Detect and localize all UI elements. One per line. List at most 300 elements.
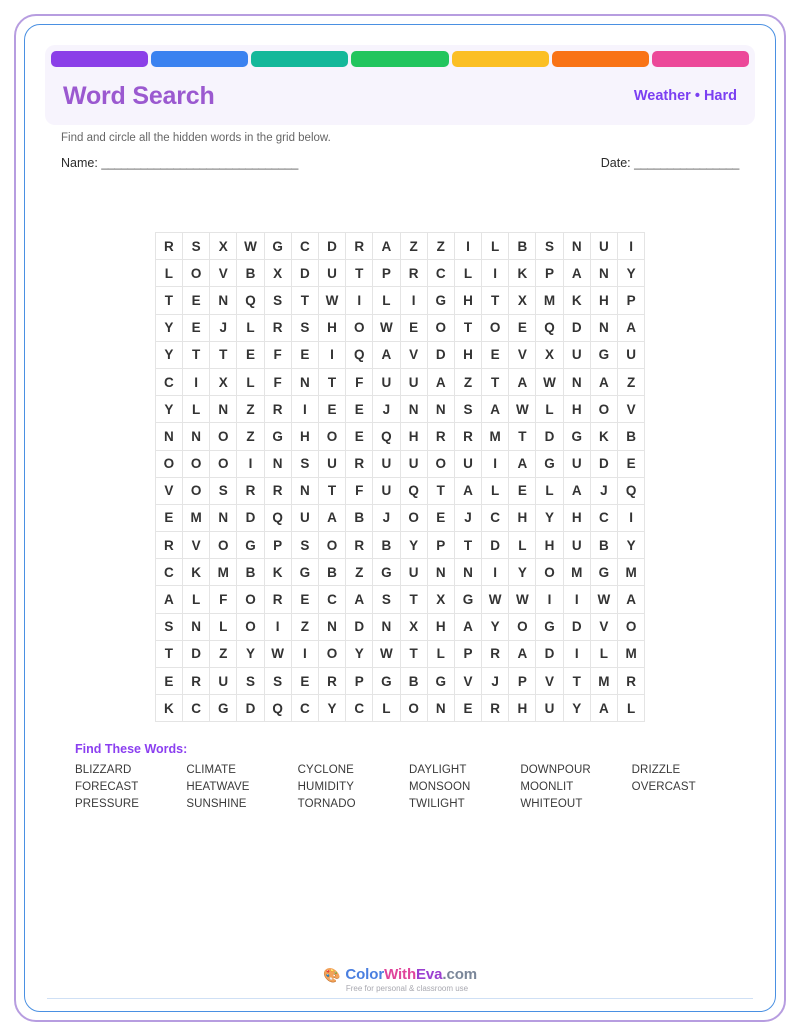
grid-cell-r6c11[interactable]: A [427, 368, 454, 395]
grid-cell-r8c1[interactable]: N [155, 423, 182, 450]
grid-cell-r7c14[interactable]: W [509, 396, 536, 423]
grid-cell-r12c2[interactable]: V [183, 532, 210, 559]
grid-cell-r15c8[interactable]: D [346, 613, 373, 640]
grid-cell-r17c2[interactable]: R [183, 668, 210, 695]
grid-cell-r16c16[interactable]: I [563, 640, 590, 667]
grid-cell-r10c13[interactable]: L [482, 477, 509, 504]
grid-cell-r15c12[interactable]: A [454, 613, 481, 640]
grid-cell-r15c10[interactable]: X [400, 613, 427, 640]
grid-cell-r18c13[interactable]: R [482, 695, 509, 722]
grid-cell-r18c3[interactable]: G [210, 695, 237, 722]
grid-cell-r4c12[interactable]: T [454, 314, 481, 341]
grid-cell-r8c2[interactable]: N [183, 423, 210, 450]
grid-cell-r4c17[interactable]: N [590, 314, 617, 341]
grid-cell-r1c3[interactable]: X [210, 233, 237, 260]
grid-cell-r14c7[interactable]: C [318, 586, 345, 613]
grid-cell-r12c5[interactable]: P [264, 532, 291, 559]
grid-cell-r15c6[interactable]: Z [291, 613, 318, 640]
grid-cell-r13c10[interactable]: U [400, 559, 427, 586]
grid-cell-r9c2[interactable]: O [183, 450, 210, 477]
grid-cell-r15c11[interactable]: H [427, 613, 454, 640]
grid-cell-r16c10[interactable]: T [400, 640, 427, 667]
grid-cell-r6c5[interactable]: F [264, 368, 291, 395]
grid-cell-r10c1[interactable]: V [155, 477, 182, 504]
grid-cell-r16c15[interactable]: D [536, 640, 563, 667]
grid-cell-r2c10[interactable]: R [400, 260, 427, 287]
grid-cell-r18c9[interactable]: L [373, 695, 400, 722]
grid-cell-r16c7[interactable]: O [318, 640, 345, 667]
grid-cell-r14c9[interactable]: S [373, 586, 400, 613]
grid-cell-r10c6[interactable]: N [291, 477, 318, 504]
grid-cell-r7c11[interactable]: N [427, 396, 454, 423]
grid-cell-r7c17[interactable]: O [590, 396, 617, 423]
grid-cell-r4c14[interactable]: E [509, 314, 536, 341]
grid-cell-r9c15[interactable]: G [536, 450, 563, 477]
grid-cell-r2c13[interactable]: I [482, 260, 509, 287]
grid-cell-r11c3[interactable]: N [210, 504, 237, 531]
grid-cell-r3c4[interactable]: Q [237, 287, 264, 314]
word-list-item[interactable]: MOONLIT [520, 781, 574, 793]
grid-cell-r12c12[interactable]: T [454, 532, 481, 559]
grid-cell-r13c3[interactable]: M [210, 559, 237, 586]
grid-cell-r18c18[interactable]: L [618, 695, 645, 722]
grid-cell-r2c6[interactable]: D [291, 260, 318, 287]
grid-cell-r5c16[interactable]: U [563, 341, 590, 368]
grid-cell-r1c16[interactable]: N [563, 233, 590, 260]
grid-cell-r3c8[interactable]: I [346, 287, 373, 314]
word-list-item[interactable]: TWILIGHT [409, 798, 465, 810]
grid-cell-r11c7[interactable]: A [318, 504, 345, 531]
grid-cell-r15c1[interactable]: S [155, 613, 182, 640]
grid-cell-r13c5[interactable]: K [264, 559, 291, 586]
grid-cell-r17c6[interactable]: E [291, 668, 318, 695]
grid-cell-r11c16[interactable]: H [563, 504, 590, 531]
grid-cell-r12c11[interactable]: P [427, 532, 454, 559]
grid-cell-r4c11[interactable]: O [427, 314, 454, 341]
word-list-item[interactable]: TORNADO [297, 798, 356, 810]
grid-cell-r18c16[interactable]: Y [563, 695, 590, 722]
grid-cell-r4c3[interactable]: J [210, 314, 237, 341]
grid-cell-r3c2[interactable]: E [183, 287, 210, 314]
grid-cell-r17c1[interactable]: E [155, 668, 182, 695]
grid-cell-r11c14[interactable]: H [509, 504, 536, 531]
grid-cell-r8c13[interactable]: M [482, 423, 509, 450]
grid-cell-r8c9[interactable]: Q [373, 423, 400, 450]
grid-cell-r15c9[interactable]: N [373, 613, 400, 640]
grid-cell-r5c13[interactable]: E [482, 341, 509, 368]
grid-cell-r18c4[interactable]: D [237, 695, 264, 722]
grid-cell-r9c3[interactable]: O [210, 450, 237, 477]
grid-cell-r10c12[interactable]: A [454, 477, 481, 504]
grid-cell-r13c14[interactable]: Y [509, 559, 536, 586]
grid-cell-r16c17[interactable]: L [590, 640, 617, 667]
grid-cell-r12c14[interactable]: L [509, 532, 536, 559]
grid-cell-r1c6[interactable]: C [291, 233, 318, 260]
grid-cell-r5c17[interactable]: G [590, 341, 617, 368]
grid-cell-r2c11[interactable]: C [427, 260, 454, 287]
grid-cell-r12c7[interactable]: O [318, 532, 345, 559]
grid-cell-r6c1[interactable]: C [155, 368, 182, 395]
grid-cell-r13c8[interactable]: Z [346, 559, 373, 586]
grid-cell-r2c14[interactable]: K [509, 260, 536, 287]
grid-cell-r18c7[interactable]: Y [318, 695, 345, 722]
grid-cell-r8c17[interactable]: K [590, 423, 617, 450]
grid-cell-r6c10[interactable]: U [400, 368, 427, 395]
grid-cell-r16c3[interactable]: Z [210, 640, 237, 667]
grid-cell-r13c16[interactable]: M [563, 559, 590, 586]
grid-cell-r4c8[interactable]: O [346, 314, 373, 341]
grid-cell-r1c7[interactable]: D [318, 233, 345, 260]
grid-cell-r3c13[interactable]: T [482, 287, 509, 314]
grid-cell-r17c11[interactable]: G [427, 668, 454, 695]
grid-cell-r11c4[interactable]: D [237, 504, 264, 531]
footer-brand[interactable] [323, 966, 477, 983]
grid-cell-r5c5[interactable]: F [264, 341, 291, 368]
grid-cell-r12c3[interactable]: O [210, 532, 237, 559]
grid-cell-r14c11[interactable]: X [427, 586, 454, 613]
grid-cell-r12c8[interactable]: R [346, 532, 373, 559]
grid-cell-r2c15[interactable]: P [536, 260, 563, 287]
grid-cell-r10c17[interactable]: J [590, 477, 617, 504]
grid-cell-r12c17[interactable]: B [590, 532, 617, 559]
grid-cell-r8c12[interactable]: R [454, 423, 481, 450]
grid-cell-r3c16[interactable]: K [563, 287, 590, 314]
grid-cell-r11c18[interactable]: I [618, 504, 645, 531]
grid-cell-r9c10[interactable]: U [400, 450, 427, 477]
grid-cell-r9c11[interactable]: O [427, 450, 454, 477]
grid-cell-r13c12[interactable]: N [454, 559, 481, 586]
grid-cell-r18c15[interactable]: U [536, 695, 563, 722]
grid-cell-r2c12[interactable]: L [454, 260, 481, 287]
grid-cell-r5c12[interactable]: H [454, 341, 481, 368]
grid-cell-r13c4[interactable]: B [237, 559, 264, 586]
grid-cell-r7c9[interactable]: J [373, 396, 400, 423]
grid-cell-r4c9[interactable]: W [373, 314, 400, 341]
grid-cell-r15c3[interactable]: L [210, 613, 237, 640]
name-field[interactable] [61, 156, 298, 170]
grid-cell-r4c13[interactable]: O [482, 314, 509, 341]
grid-cell-r6c3[interactable]: X [210, 368, 237, 395]
grid-cell-r8c15[interactable]: D [536, 423, 563, 450]
grid-cell-r1c18[interactable]: I [618, 233, 645, 260]
word-list-item[interactable]: SUNSHINE [186, 798, 247, 810]
grid-cell-r7c4[interactable]: Z [237, 396, 264, 423]
grid-cell-r14c6[interactable]: E [291, 586, 318, 613]
grid-cell-r6c4[interactable]: L [237, 368, 264, 395]
grid-cell-r3c9[interactable]: L [373, 287, 400, 314]
grid-cell-r8c11[interactable]: R [427, 423, 454, 450]
grid-cell-r11c13[interactable]: C [482, 504, 509, 531]
grid-cell-r10c7[interactable]: T [318, 477, 345, 504]
grid-cell-r1c1[interactable]: R [155, 233, 182, 260]
grid-cell-r14c8[interactable]: A [346, 586, 373, 613]
grid-cell-r6c16[interactable]: N [563, 368, 590, 395]
grid-cell-r10c16[interactable]: A [563, 477, 590, 504]
grid-cell-r14c17[interactable]: W [590, 586, 617, 613]
grid-cell-r15c13[interactable]: Y [482, 613, 509, 640]
grid-cell-r4c5[interactable]: R [264, 314, 291, 341]
grid-cell-r1c9[interactable]: A [373, 233, 400, 260]
grid-cell-r6c12[interactable]: Z [454, 368, 481, 395]
grid-cell-r5c3[interactable]: T [210, 341, 237, 368]
grid-cell-r15c5[interactable]: I [264, 613, 291, 640]
grid-cell-r13c13[interactable]: I [482, 559, 509, 586]
grid-cell-r3c15[interactable]: M [536, 287, 563, 314]
grid-cell-r13c17[interactable]: G [590, 559, 617, 586]
grid-cell-r10c18[interactable]: Q [618, 477, 645, 504]
grid-cell-r9c18[interactable]: E [618, 450, 645, 477]
grid-cell-r7c3[interactable]: N [210, 396, 237, 423]
grid-cell-r8c8[interactable]: E [346, 423, 373, 450]
grid-cell-r10c10[interactable]: Q [400, 477, 427, 504]
grid-cell-r12c6[interactable]: S [291, 532, 318, 559]
grid-cell-r4c4[interactable]: L [237, 314, 264, 341]
grid-cell-r3c5[interactable]: S [264, 287, 291, 314]
grid-cell-r8c14[interactable]: T [509, 423, 536, 450]
grid-cell-r11c11[interactable]: E [427, 504, 454, 531]
grid-cell-r6c6[interactable]: N [291, 368, 318, 395]
grid-cell-r12c9[interactable]: B [373, 532, 400, 559]
grid-cell-r2c3[interactable]: V [210, 260, 237, 287]
grid-cell-r11c8[interactable]: B [346, 504, 373, 531]
grid-cell-r17c12[interactable]: V [454, 668, 481, 695]
grid-cell-r5c6[interactable]: E [291, 341, 318, 368]
grid-cell-r18c8[interactable]: C [346, 695, 373, 722]
word-list-item[interactable]: CLIMATE [186, 764, 237, 776]
grid-cell-r2c16[interactable]: A [563, 260, 590, 287]
grid-cell-r6c15[interactable]: W [536, 368, 563, 395]
grid-cell-r11c1[interactable]: E [155, 504, 182, 531]
grid-cell-r15c17[interactable]: V [590, 613, 617, 640]
word-search-grid[interactable] [155, 232, 645, 722]
grid-cell-r10c11[interactable]: T [427, 477, 454, 504]
grid-cell-r5c10[interactable]: V [400, 341, 427, 368]
grid-cell-r1c17[interactable]: U [590, 233, 617, 260]
grid-cell-r15c18[interactable]: O [618, 613, 645, 640]
grid-cell-r9c8[interactable]: R [346, 450, 373, 477]
grid-cell-r4c1[interactable]: Y [155, 314, 182, 341]
grid-cell-r10c4[interactable]: R [237, 477, 264, 504]
grid-cell-r17c9[interactable]: G [373, 668, 400, 695]
grid-cell-r3c11[interactable]: G [427, 287, 454, 314]
grid-cell-r2c2[interactable]: O [183, 260, 210, 287]
grid-cell-r6c8[interactable]: F [346, 368, 373, 395]
word-list-item[interactable]: PRESSURE [75, 798, 140, 810]
grid-cell-r5c11[interactable]: D [427, 341, 454, 368]
grid-cell-r7c2[interactable]: L [183, 396, 210, 423]
grid-cell-r11c12[interactable]: J [454, 504, 481, 531]
grid-cell-r4c2[interactable]: E [183, 314, 210, 341]
grid-cell-r7c1[interactable]: Y [155, 396, 182, 423]
grid-cell-r3c3[interactable]: N [210, 287, 237, 314]
grid-cell-r17c10[interactable]: B [400, 668, 427, 695]
grid-cell-r1c15[interactable]: S [536, 233, 563, 260]
grid-cell-r5c7[interactable]: I [318, 341, 345, 368]
grid-cell-r13c11[interactable]: N [427, 559, 454, 586]
grid-cell-r18c2[interactable]: C [183, 695, 210, 722]
grid-cell-r3c14[interactable]: X [509, 287, 536, 314]
grid-cell-r7c18[interactable]: V [618, 396, 645, 423]
grid-cell-r18c5[interactable]: Q [264, 695, 291, 722]
grid-cell-r14c2[interactable]: L [183, 586, 210, 613]
grid-cell-r15c16[interactable]: D [563, 613, 590, 640]
word-list-item[interactable]: HUMIDITY [297, 781, 355, 793]
word-list-item[interactable]: WHITEOUT [520, 798, 583, 810]
grid-cell-r11c15[interactable]: Y [536, 504, 563, 531]
grid-cell-r13c2[interactable]: K [183, 559, 210, 586]
grid-cell-r18c6[interactable]: C [291, 695, 318, 722]
grid-cell-r6c17[interactable]: A [590, 368, 617, 395]
grid-cell-r13c9[interactable]: G [373, 559, 400, 586]
grid-cell-r3c12[interactable]: H [454, 287, 481, 314]
grid-cell-r2c5[interactable]: X [264, 260, 291, 287]
word-list-item[interactable]: DAYLIGHT [409, 764, 467, 776]
grid-cell-r9c17[interactable]: D [590, 450, 617, 477]
grid-cell-r4c7[interactable]: H [318, 314, 345, 341]
grid-cell-r14c18[interactable]: A [618, 586, 645, 613]
date-field[interactable] [601, 156, 739, 170]
word-list-item[interactable]: FORECAST [75, 781, 139, 793]
grid-cell-r17c16[interactable]: T [563, 668, 590, 695]
grid-cell-r12c16[interactable]: U [563, 532, 590, 559]
grid-cell-r8c7[interactable]: O [318, 423, 345, 450]
grid-cell-r5c4[interactable]: E [237, 341, 264, 368]
grid-cell-r5c2[interactable]: T [183, 341, 210, 368]
grid-cell-r16c9[interactable]: W [373, 640, 400, 667]
grid-cell-r16c4[interactable]: Y [237, 640, 264, 667]
grid-cell-r18c11[interactable]: N [427, 695, 454, 722]
word-list-item[interactable]: DRIZZLE [631, 764, 681, 776]
grid-cell-r14c13[interactable]: W [482, 586, 509, 613]
grid-cell-r11c17[interactable]: C [590, 504, 617, 531]
grid-cell-r8c3[interactable]: O [210, 423, 237, 450]
grid-cell-r16c14[interactable]: A [509, 640, 536, 667]
grid-cell-r1c5[interactable]: G [264, 233, 291, 260]
grid-cell-r13c6[interactable]: G [291, 559, 318, 586]
grid-cell-r4c18[interactable]: A [618, 314, 645, 341]
grid-cell-r17c18[interactable]: R [618, 668, 645, 695]
grid-cell-r17c17[interactable]: M [590, 668, 617, 695]
grid-cell-r9c4[interactable]: I [237, 450, 264, 477]
grid-cell-r7c16[interactable]: H [563, 396, 590, 423]
grid-cell-r13c7[interactable]: B [318, 559, 345, 586]
grid-cell-r6c14[interactable]: A [509, 368, 536, 395]
grid-cell-r7c7[interactable]: E [318, 396, 345, 423]
grid-cell-r16c12[interactable]: P [454, 640, 481, 667]
grid-cell-r7c13[interactable]: A [482, 396, 509, 423]
grid-cell-r9c7[interactable]: U [318, 450, 345, 477]
grid-cell-r2c7[interactable]: U [318, 260, 345, 287]
grid-cell-r3c17[interactable]: H [590, 287, 617, 314]
grid-cell-r15c7[interactable]: N [318, 613, 345, 640]
grid-cell-r18c1[interactable]: K [155, 695, 182, 722]
grid-cell-r3c1[interactable]: T [155, 287, 182, 314]
grid-cell-r16c1[interactable]: T [155, 640, 182, 667]
grid-cell-r1c2[interactable]: S [183, 233, 210, 260]
grid-cell-r2c18[interactable]: Y [618, 260, 645, 287]
grid-cell-r8c4[interactable]: Z [237, 423, 264, 450]
grid-cell-r4c6[interactable]: S [291, 314, 318, 341]
grid-cell-r14c12[interactable]: G [454, 586, 481, 613]
grid-cell-r10c14[interactable]: E [509, 477, 536, 504]
grid-cell-r7c6[interactable]: I [291, 396, 318, 423]
grid-cell-r6c18[interactable]: Z [618, 368, 645, 395]
grid-cell-r14c3[interactable]: F [210, 586, 237, 613]
grid-cell-r8c5[interactable]: G [264, 423, 291, 450]
grid-cell-r2c1[interactable]: L [155, 260, 182, 287]
grid-cell-r4c16[interactable]: D [563, 314, 590, 341]
grid-cell-r15c14[interactable]: O [509, 613, 536, 640]
grid-cell-r8c18[interactable]: B [618, 423, 645, 450]
grid-cell-r1c8[interactable]: R [346, 233, 373, 260]
grid-cell-r1c14[interactable]: B [509, 233, 536, 260]
grid-cell-r11c6[interactable]: U [291, 504, 318, 531]
grid-cell-r8c16[interactable]: G [563, 423, 590, 450]
grid-cell-r2c4[interactable]: B [237, 260, 264, 287]
grid-cell-r11c9[interactable]: J [373, 504, 400, 531]
grid-cell-r5c18[interactable]: U [618, 341, 645, 368]
grid-cell-r12c15[interactable]: H [536, 532, 563, 559]
grid-cell-r18c12[interactable]: E [454, 695, 481, 722]
grid-cell-r5c8[interactable]: Q [346, 341, 373, 368]
grid-cell-r17c4[interactable]: S [237, 668, 264, 695]
grid-cell-r17c14[interactable]: P [509, 668, 536, 695]
grid-cell-r10c2[interactable]: O [183, 477, 210, 504]
grid-cell-r13c18[interactable]: M [618, 559, 645, 586]
grid-cell-r3c10[interactable]: I [400, 287, 427, 314]
grid-cell-r13c15[interactable]: O [536, 559, 563, 586]
grid-cell-r7c5[interactable]: R [264, 396, 291, 423]
grid-cell-r15c2[interactable]: N [183, 613, 210, 640]
grid-cell-r16c18[interactable]: M [618, 640, 645, 667]
grid-cell-r10c8[interactable]: F [346, 477, 373, 504]
grid-cell-r10c3[interactable]: S [210, 477, 237, 504]
grid-cell-r5c9[interactable]: A [373, 341, 400, 368]
grid-cell-r8c10[interactable]: H [400, 423, 427, 450]
grid-cell-r10c5[interactable]: R [264, 477, 291, 504]
grid-cell-r6c9[interactable]: U [373, 368, 400, 395]
grid-cell-r16c5[interactable]: W [264, 640, 291, 667]
grid-cell-r16c2[interactable]: D [183, 640, 210, 667]
grid-cell-r1c11[interactable]: Z [427, 233, 454, 260]
grid-cell-r1c12[interactable]: I [454, 233, 481, 260]
grid-cell-r18c10[interactable]: O [400, 695, 427, 722]
grid-cell-r3c7[interactable]: W [318, 287, 345, 314]
grid-cell-r14c14[interactable]: W [509, 586, 536, 613]
grid-cell-r1c13[interactable]: L [482, 233, 509, 260]
grid-cell-r16c8[interactable]: Y [346, 640, 373, 667]
grid-cell-r7c15[interactable]: L [536, 396, 563, 423]
grid-cell-r11c10[interactable]: O [400, 504, 427, 531]
grid-cell-r11c5[interactable]: Q [264, 504, 291, 531]
grid-cell-r2c8[interactable]: T [346, 260, 373, 287]
grid-cell-r10c9[interactable]: U [373, 477, 400, 504]
grid-cell-r16c13[interactable]: R [482, 640, 509, 667]
grid-cell-r6c7[interactable]: T [318, 368, 345, 395]
grid-cell-r9c13[interactable]: I [482, 450, 509, 477]
grid-cell-r16c6[interactable]: I [291, 640, 318, 667]
grid-cell-r6c2[interactable]: I [183, 368, 210, 395]
grid-cell-r3c18[interactable]: P [618, 287, 645, 314]
grid-cell-r10c15[interactable]: L [536, 477, 563, 504]
grid-cell-r8c6[interactable]: H [291, 423, 318, 450]
grid-cell-r18c17[interactable]: A [590, 695, 617, 722]
grid-cell-r17c13[interactable]: J [482, 668, 509, 695]
word-list-item[interactable]: CYCLONE [297, 764, 354, 776]
grid-cell-r16c11[interactable]: L [427, 640, 454, 667]
grid-cell-r5c1[interactable]: Y [155, 341, 182, 368]
grid-cell-r9c9[interactable]: U [373, 450, 400, 477]
